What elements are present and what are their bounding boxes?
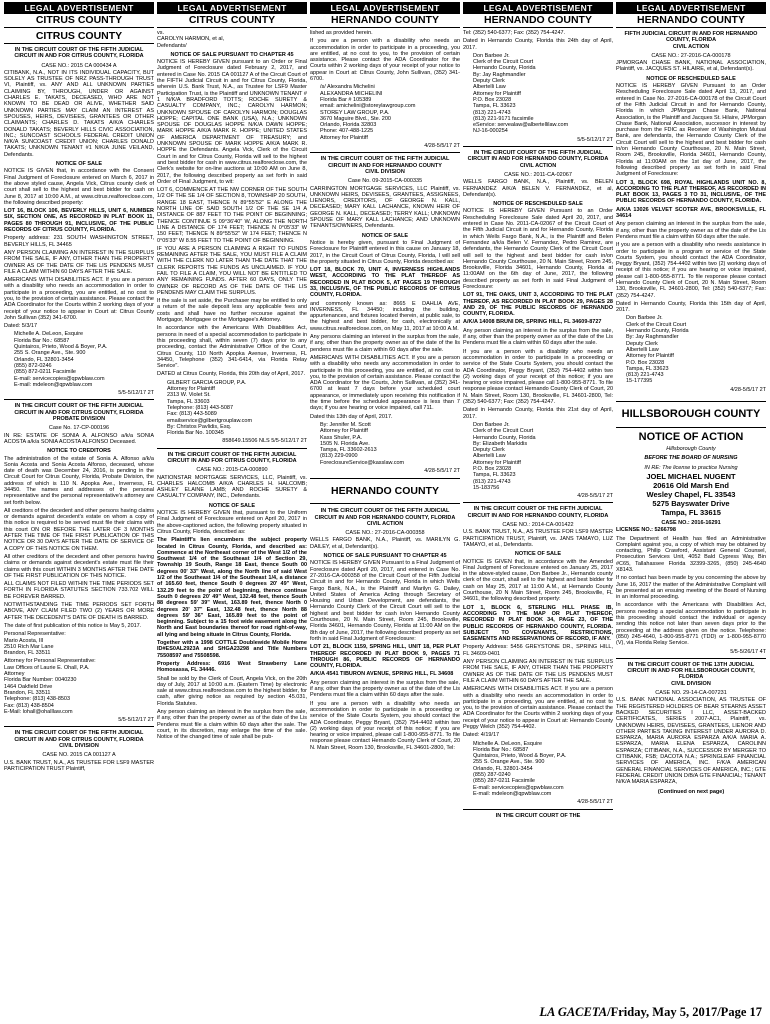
attorney-block: Attorney for Personal Representative: Law Offices of Laurie E. Ohall, P.A. Attorney Florida Bar Number: 0040230 1464 Oakfield Drive Brandon, FL 33511 Telephone: (813) 438-8503 Fax: (813) 438-8504 E-Mail: lohall@ohalllaw.com [4,658,96,715]
set-aside-clause: If the sale is set aside, the Purchaser may be entitled to only a return of the sale deposit less any applicable fees and costs and shall have no further recourse against the Mortgagor, Mortgagee or the Mortgagee's Attorney. [157,298,307,324]
board-heading: BEFORE THE BOARD OF NURSING [644,455,738,462]
dated: Dated: 4/19/17 [463,732,500,739]
property-address: Property Address: 5456 GREYSTONE DR., SPRING HILL, FL 34609-0401 [463,644,613,657]
surplus-clause: IF YOU ARE A PERSON CLAIMING A RIGHT TO FUNDS REMAINING AFTER THE SALE, YOU MUST FILE A CLAIM WITH THE CLERK NO LATER THAN THE DATE THAT THE CLERK REPORTS THE FUNDS AS UNCLAIMED. IF YOU FAIL TO FILE A CLAIM, YOU WILL NOT BE ENTITLED TO ANY REMAINING FUNDS. AFTER 60 DAYS, ONLY THE OWNER OF RECORD AS OF THE DATE OF THE LIS PENDENS MAY CLAIM THE SURPLUS. [157,245,307,296]
case-number: CASE NO.: 2014-CA-001422 [502,522,574,529]
ada-clause: AMERICANS WITH DISABILITIES ACT. If you are a person with a disability who needs an accommodation in order to participate in a proceeding, you are entitled, at no cost to you, to the provision of certain assistance. Please contact the ADA Coordinator for the Courts within 2 working days of your receipt of your notice to appear in Court at: Citrus County John Sullivan (352) 341-6700. [4,277,154,321]
court-heading: IN THE CIRCUIT COURT OF THE FIFTH JUDICIAL CIRCUIT IN AND FOR CITRUS COUNTY, FLORIDA CIVIL DIVISION [14,730,144,749]
ada-clause: AMERICANS WITH DISABILITIES ACT. If you are a person with a disability who needs an accommodation in order to participate in a proceeding, you are entitled, at no cost to you, to the provision of certain assistance. Please contact the ADA Coordinator for the Courts within 2 working days of your receipt of your notice to appear in Court at: Hernando County Peggy Welch (352) 754-4402. [463,686,613,730]
publication-run: 4/28-5/5/17 2T [730,386,766,393]
county-heading: HERNANDO COUNTY [463,14,613,28]
licensee-address: Tampa, FL 33615 [661,507,721,517]
surplus-clause: ANY PERSON CLAIMING AN INTEREST IN THE SURPLUS FROM THE SALE, IF ANY, OTHER THAN THE PROPERTY OWNER AS OF THE DATE OF THE LIS PENDENS MUST FILE A CLAIM WITHIN 60 DAYS AFTER THE SALE. [463,659,613,684]
case-number: CASE NO. 29-14-CA-007231 [655,690,727,697]
legal-description: LOT 3, BLOCK 698, ROYAL HIGHLANDS UNIT NO. 8, ACCORDING TO THE PLAT THEREOF, AS RECORDED IN PLAT BOOK 13, PAGES 3 TO 31, INCLUSIVE, OF THE PUBLIC RECORDS OF HERNANDO COUNTY, FLORIDA. [616,179,766,205]
personal-representative: Personal Representative: Mario Acosta, III 2510 Rich Mar Lane Brandon, FL 33511 [4,631,66,657]
parties: vs. CAROLYN HARMON, et al, Defendants/ [157,30,225,49]
court-heading: IN THE CIRCUIT COURT OF THE FIFTH JUDICIAL CIRCUIT IN AND FOR CITRUS COUNTY, FLORIDA [14,47,144,60]
licensee-address: 5275 Bayswater Drive [652,498,730,508]
notice-title: NOTICE OF SALE [208,502,256,509]
signature-block: /s/ Alexandra Michelini ALEXANDRA MICHELINI Florida Bar # 105389 email: amichelini@storeylawgroup.com STOREY LAW GROUP, P.A. 3670 Maguire Blvd., Ste. 200 Orlando, Florida 32803 Phone: 407-488-1225 Attorney for Plaintiff [320,84,416,141]
signature-block: Don Barbee Jr. Clerk of the Circuit Court Hernando County, Florida By: Jay Raghmandler Deputy Clerk Albertelli Law Attorney for Plaintiff P.O. Box 23028 Tampa, FL 33623 (813) 221-4743 (813) 221-9171 facsimile eService: servealaw@albertellilaw.com NJ-16-000254 [473,52,569,135]
property-address: A/K/A 14008 BRUNI DR, SPRING HILL, FL 34609-8727 [463,319,602,326]
parties: CITIBANK, N.A., NOT IN ITS INDIVIDUAL CAPACITY, BUT SOLELY AS TRUSTEE OF NRZ PASS-THROUGH TRUST VI, Plaintiff, vs. ANY AND ALL UNKNOWN PARTIES CLAIMING BY, THROUGH, UNDER OR AGAINST CHARLES E. TAKATS, DECEASED, WHO ARE NOT KNOWN TO BE DEAD OR ALIVE, WHETHER SAID UNKNOWN PARTIES MAY CLAIM AN INTEREST AS SPOUSES, HEIRS, DEVISEES, GRANTEES OR OTHER CLAIMANTS; CHARLES D. TAKATS A/K/A CHARLES DONALD TAKATS; BEVERLY HILLS CIVIC ASSOCIATION, INC.; SUNCOAST SCHOOLS FEDERAL CREDIT UNION N/K/A SUNCOAST CREDIT UNION; CHARLES DONALD TAKATS; UNKNOWN TENANT #1 N/K/A JUNE VEILAND, Defendants. [4,69,154,158]
ada-clause: If you are a person with a disability who needs an accommodation in order to participate in a proceeding or service of the State Courts System, you should contact the ADA Coordinator, Peggy Bryant, (352) 754-4402 within two (2) working days of your receipt of this notice; if you are hearing or voice impaired, please call 1-800-955-8771. To file response please contact Hernando County Clerk of Court, 20 N. Main Street, Room 130, Brooksville, FL 34601-2800, Tel: (352) 540-6377; Fax: (352) 754-4247. [463,348,613,406]
ada-clause: In accordance with the Americans with Disabilities Act, persons needing a special accommodation to participate in this proceeding should contact the individual or agency sending this notice not later than seven days prior to the proceeding at the address given on the notice. Telephone: (850) 245-4640, 1-800-955-8771 (TDD) or 1-800-955-8770 (V), via Florida Relay Service. [616,602,766,647]
licensee-name: JOEL MICHAEL NUGENT [646,471,736,481]
publication-run: 5/5-5/26/17 4T [730,648,766,655]
parties: U.S. BANK NATIONAL ASSOCIATION, AS TRUSTEE OF THE REGISTERED HOLDERS OF BEAR STEARNS ASSET BACKED SECURITIES I LLC, ASSET-BACKED CERTIFICATES, SERIES 2007-AC1, Plaintiff, vs. UNKNOWN HEIRS, DEVISEES, GRANTEES, LIENOR AND OTHER PARTIES TAKING INTEREST UNDER AURORA D. ESPARZA, MARIA AURORA ESPARZA A/K/A MARIA A. ESPARZA, MARIA ELENA ESPARZA, CAROLINN ESPARZA; CITIBANK, N.A., SUCCESSOR BY MERGER TO CITIBANK, FSB; DACOTA N.A.; SPRINGLEAF FINANCIAL SERVICES OF AMERICA, INC. F/K/A AMERICAN GENERAL FINANCIAL SERVICES OF AMERICA, INC.; GTE FEDERAL CREDIT UNION D/B/A GTE FINANCIAL; TENANT N/K/A MARIA ESPARZA, [616,697,766,786]
licensee-address: Wesley Chapel, FL 33543 [646,489,736,499]
county-heading: CITRUS COUNTY [157,14,307,28]
publication-run: 4/28-5/5/17 2T [424,143,460,150]
notice-title: NOTICE OF RESCHEDULED SALE [646,75,736,82]
notice-title: NOTICE OF ACTION [638,431,744,444]
parties: U.S. BANK TRUST, N.A., AS TRUSTEE FOR LSF9 MASTER PARTICIPATION TRUST Plaintiff, [4,759,154,772]
notice-body: ALL CLAIMS NOT FILED WITHIN THE TIME PERIODS SET FORTH IN FLORIDA STATUTES SECTION 733.702 WILL BE FOREVER BARRED. [4,581,154,600]
court-heading: IN THE CIRCUIT COURT OF THE FIFTH JUDICIAL CIRCUIT IN AND FOR CITRUS COUNTY, FLORIDA PROBATE DIVISION [14,403,144,423]
notice-body: Shall be sold by the Clerk of Court, Angela Vick, on the 20th day of July, 2017 at 10:00 a.m. (Eastern Time) by electronic sale at www.citrus.realforeclose.com to the highest bidder, for cash, after giving notice as required by section 45.031, Florida Statutes. [157,675,307,707]
signature-block: Don Barbee Jr. Clerk of the Circuit Court Hernando County, Florida By: Jay Raghmandler Deputy Clerk Albertelli Law Attorney for Plaintiff P.O. Box 23028 Tampa, FL 33623 (813) 221-4743 15-177395 [626,315,689,385]
county-heading: HERNANDO COUNTY [616,14,766,28]
ada-clause: AMERICANS WITH DISABILITIES ACT. If you are a person with a disability who needs any accommodation in order to participate in this proceeding, you are entitled, at no cost to you, to the provision of certain assistance. Please contact the ADA Coordinator for the Courts, John Sullivan, at (352) 341-6700 at least 7 days before your scheduled court appearance, or immediately upon receiving this notification if the time before the scheduled appearance is less than 7 days; if you are hearing or voice impaired, call 711. [310,354,460,412]
court-heading: IN THE CIRCUIT COURT OF THE FIFTH JUDICIAL CIRCUIT IN AND FOR HERNANDO COUNTY, FLORIDA [467,506,609,519]
continued-note: (Continued on next page) [657,788,725,795]
notice-title: NOTICE OF RESCHEDULED SALE [493,201,583,208]
legal-description: The Plaintiff's lien encumbers the subject property located in Citrus County, Florida, and described as: Commence at the Northeast corner of the West 1/2 of the Southwest 1/4 of the Southeast 1/4 of Section 29, Township 19 South, Range 18 East, thence South 00 degrees 00' 33" West, along the North line of said West 1/2 of the Southeast 1/4 of the Southeast 1/4, a distance of 165.60 feet, thence South 0 degrees 20' 49" West, 132.29 feet to the point of beginning, thence continue South 0 degrees 20' 49" West, 132.48 feet, thence South 88 degrees 59' 39" West, 163.89 feet, thence North 0 degrees 20' 37" East, 132.48 feet, thence North 88 degrees 59' 36" East, 165.89 feet to the point of beginning. Subject to a 15 foot wide easement along the North and East boundaries thereof for road right-of-way, all lying and being situate in Citrus County, Florida. [157,537,307,638]
divider [310,152,460,153]
notice-body: NOTICE IS HEREBY GIVEN that, pursuant to the Uniform Final Judgment of Foreclosure entered on April 20, 2017 in the above-captioned action, the following property situated in Citrus County, Florida, described as: [157,510,307,535]
legal-description: LOT 21, BLOCK 1159, SPRING HILL, UNIT 18, PER PLAT THEREOF RECORDED IN PLAT BOOK 9, PAGES 71 THROUGH 86, PUBLIC RECORDS OF HERNANDO COUNTY, FLORIDA. [310,644,460,670]
legal-ad-header: LEGAL ADVERTISEMENT [616,2,766,14]
divider [463,809,613,810]
legal-ad-header: LEGAL ADVERTISEMENT [463,2,613,14]
notice-body: NOTICE IS HEREBY GIVEN Pursuant to an Order Rescheduling Foreclosure Sale dated April 13, 2017, and entered in Case No. 27-2016-CA-000178 of the Circuit Court of the Fifth Judicial Circuit in and for Hernando County, Florida in which JPMorgan Chase Bank, National Association, is the Plaintiff and Jacques St. Hilaire, JPMorgan Chase Bank, National Association, successor in interest by purchase from the FDIC as Receiver of Washington Mutual Bank, are defendants, the Hernando County Clerk of the Circuit Court will sell to the highest and best bidder for cash in/on Hernando County Courthouse, 20 N. Main Street, Room 245, Brooksville, Florida 34601, Hernando County, Florida at 11:00AM on the 1st day of June, 2017, the following described property as set forth in said Final Judgment of Foreclosure: [616,83,766,178]
publication-run: 5/5-5/12/17 2T [118,390,154,397]
notice-body: NOTWITHSTANDING THE TIME PERIODS SET FORTH ABOVE, ANY CLAIM FILED TWO (2) YEARS OR MORE AFTER THE DECEDENT'S DATE OF DEATH IS BARRED. [4,602,154,621]
county-heading: HILLSBOROUGH COUNTY [616,401,766,421]
notice-subtitle: Hillsborough County [666,446,716,453]
notice-body: NOTICE IS GIVEN that, in accordance with the Amended Final Judgment of Foreclosure entered on January 25, 2017 in the above-styled cause, Don Barbee Jr., Hernando county clerk of the court, shall sell to the highest and best bidder for cash on May 25, 2017 at 11:00 A.M., at Hernando County Courthouse, 20 N Main Street, Room 245, Brooksville, FL 34601, the following described property: [463,558,613,603]
legal-description: Together with a 1998 COTTLE Doublewide Mobile Home ID#ES0AL2923A and SHGA23298 and Title Numbers 75508597 and 75508598. [157,640,307,659]
notice-title: NOTICE OF SALE [55,161,103,168]
notice-body: The Department of Health has filed an Administrative Complaint against you, a copy of which may be obtained by contacting, Philip Crawford, Assistant General Counsel, Prosecution Services Unit, 4052 Bald Cypress Way, Bin #C65, Tallahassee Florida 32399-3265, (850) 245-4640 X8143. [616,535,766,573]
ada-clause: If you are a person with a disability who needs an accommodation in order to participate in a proceeding or service of the State Courts System, you should contact the ADA Coordinator, Peggy Bryant, (352) 754-4402 within two (2) working days of your receipt of this notice; if you are hearing or voice impaired, please call 1-800-955-8771. To file response please contact Hernando County Clerk of Court, 20 N. Main Street, Room 130, Brooksville, FL 34601-2800, Tel: [310,700,460,751]
dated: DATED at Citrus County, Florida, this 20th day of April, 2017. [157,371,306,378]
surplus-clause: Any person claiming an interest in the surplus from the sale, if any, other than the property owner as of the date of the Lis Pendens must file a claim within 60 days after the sale. [463,327,613,347]
parties: NATIONSTAR MORTGAGE SERVICES, LLC, Plaintiff, vs. CHARLES HALCOMB A/K/A CHARLES H. HALCOMB; ASHLEY ELAINE LAMB; AND ROCHE SURETY & CASUALTY COMPANY, INC., Defendants. [157,474,307,500]
notice-subtitle: IN RE: The license to practice Nursing [644,464,738,471]
court-heading: IN THE CIRCUIT COURT OF THE 13TH JUDICIAL CIRCUIT IN AND FOR HILLSBOROUGH COUNTY, FLORIDA CIVIL DIVISION [627,661,755,687]
notice-title: NOTICE OF SALE PURSUANT TO CHAPTER 45 [323,553,447,560]
property-address: A/K/A 4541 TIBURON AVENUE, SPRING HILL, FL 34608 [310,671,454,678]
case-number: CASE NO.: 2015 CA 000434 A [41,62,117,69]
column-5 [616,2,766,998]
signature-block: Michelle A. DeLeon, Esquire Florida Bar No.: 68587 Quintairos, Prieto, Wood & Boyer, P.A. 255 S. Orange Ave., Ste. 900 Orlando, FL 32801-3454 (855) 872-0246 (855) 872-0211 Facsimile E-mail: servicecopies@qpwblaw.com E-mail: mdeleon@qpwblaw.com [14,331,108,388]
parties: IN RE: ESTATE OF SONIA A. ALFONSO a/k/a SONIA ACOSTA a/k/a SONIA ACOSTA ALFONSO Deceased. [4,432,154,445]
column-4 [463,2,613,998]
court-heading: FIFTH JUDICIAL CIRCUIT IN AND FOR HERNANDO COUNTY, FLORIDA CIVIL ACTION [624,31,758,50]
signature-block: By: Jennifer M. Scott Attorney for Plaintiff Kass Shuler, P.A. 1505 N. Florida Ave. Tampa, FL 33602-2613 (813) 229-0900 ForeclosureService@kasslaw.com [320,421,405,466]
divider [616,658,766,659]
surplus-clause: Any persons claiming an interest in the surplus from the sale, if any, other than the property owner as of the date of the lis pendens must file a claim within 60 days after the sale. [310,334,460,353]
ada-clause: In accordance with the Americans With Disabilities Act, persons in need of a special accommodation to participate in this proceeding shall, within seven (7) days prior to any proceeding, contact the Administrative Office of the Court, Citrus County, 110 North Apopka Avenue, Inverness, FL 34450, Telephone (352) 341-6414, via Florida Relay Service". [157,325,307,370]
notice-body: NOTICE IS HEREBY GIVEN pursuant to an Order or Final Judgment of Foreclosure dated February 2, 2017, and entered in Case No. 2015 CA 001127 A of the Circuit Court of the FIFTH Judicial Circuit in and for Citrus County, Florida, wherein U.S. Bank Trust, N.A., as Trustee for LSF9 Master Participation Trust, is the Plaintiff and UNKNOWN TENANT # 1 N/K/A BRADFORD TOTTS; ROCHE SURETY & CASUALTY COMPANY, INC.; CAROLYN HARMON; UNKNOWN SPOUSE OF CAROLYN HARMON; DOUGLAS HOPPE; CAPITAL ONE BANK (USA), N.A.; UNKNOWN SPOUSE OF DOUGLAS HOPPE N/K/A DAWN HOPPE; MARK HOPPE A/K/A MARK R. HOPPE; UNITED STATES OF AMERICA DEPARTMENT OF TREASURY; and UNKNOWN SPOUSE OF MARK HOPPE A/K/A MARK R. HOPPE the Defendants. Angela Vick, Clerk of the Circuit Court in and for Citrus County, Florida will sell to the highest and best bidder for cash in www.citrus.realforeclose.com, the Clerk's website for on-line auctions at 10:00 AM on June 8, 2017, the following described property as set forth in said Order of Final Judgment, to wit: [157,59,307,185]
divider [4,399,154,400]
county-heading: HERNANDO COUNTY [310,478,460,504]
dated: Dated this 13th day of April, 2017. [310,413,393,420]
divider [4,726,154,727]
notice-title: NOTICE TO CREDITORS [47,448,111,455]
divider [616,427,766,428]
notice-body: lished as provided herein. [310,30,373,36]
case-number: CASE NO.: 27-2016-CA-000358 [345,530,425,537]
case-number: Case No. 17-CP-000196 [48,425,110,432]
publication-name: LA GACETA [539,1005,608,1019]
case-number: CASE NO. 2015 CA 001127 A [42,752,116,759]
signature-block: Michelle A. DeLeon, Esquire Florida Bar No.: 68587 Quintairos, Prieto, Wood & Boyer, P.A. 255 S. Orange Ave., Ste. 900 Orlando, FL 32801-3454 (855) 287-0240 (855) 287-0211 Facsimile E-mail: servicecopies@qpwblaw.com E-mail: mdeleon@qpwblaw.com [473,740,567,797]
parties: WELLS FARGO BANK, N.A., Plaintiff, vs. BELEN FERNANDEZ A/K/A BELEN V. FERNANDEZ, et al, Defendant(s). [463,179,613,198]
issue-date-page: /Friday, May 5, 2017/Page 17 [607,1005,762,1019]
surplus-clause: ANY PERSON CLAIMING AN INTEREST IN THE SURPLUS FROM THE SALE, IF ANY, OTHER THAN THE PROPERTY OWNER AS OF THE DATE OF THE LIS PENDENS MUST FILE A CLAIM WITHIN 60 DAYS AFTER THE SALE. [4,249,154,275]
property-address: and commonly known as: 8665 E DAHLIA AVE, INVERNESS, FL 34450; including the building, appurtenances, and fixtures located therein, at public sale, to the highest and best bidder, for cash, electronically at www.citrus.realforeclose.com, on May 11, 2017 at 10:00 A.M. [310,300,460,332]
court-heading: IN THE CIRCUIT COURT OF THE FIFTH JUDICIAL CIRCUIT IN AND FOR HERNANDO COUNTY CIVIL DIVISION [320,156,450,175]
county-heading: CITRUS COUNTY [4,30,154,44]
surplus-clause: Any person claiming an interest in the surplus from the sale, if any, other than the property owner as of the date of the Lis Pendens must file a claim within 60 days after the sale. [310,679,460,699]
case-number: CASE NO.: 2015-CA-000890 [196,467,268,474]
legal-ad-header: LEGAL ADVERTISEMENT [4,2,154,14]
court-heading: IN THE CIRCUIT COURT OF THE [495,812,581,819]
county-heading: CITRUS COUNTY [4,14,154,28]
property-address: A/K/A 13026 VELVET SCOTER AVE, BROOKSVILLE, FL 34614 [616,206,766,220]
columns [4,2,766,998]
parties: U.S. BANK TRUST, N.A., AS TRUSTEE FOR LSF9 MASTER PARTICIPATION TRUST, Plaintiff, vs. JANS TAMAYO, LUZ TAMAYO, et al., Defendants. [463,529,613,548]
publication-run: 4/28-5/5/17 2T [424,468,460,474]
notice-body: The date of first publication of this notice is May 5, 2017. [4,622,142,629]
legal-description: LOT 16, BLOCK 106, BEVERLY HILLS, UNIT 6, NUMBER SIX, SECTION ONE, AS RECORDED IN PLAT BOOK 11, PAGES 80 THROUGH 91, INCLUSIVE, OF THE PUBLIC RECORDS OF CITRUS COUNTY, FLORIDA. [4,208,154,234]
legal-description: LOT 91, THE OAKS, UNIT 3, ACCORDING TO THE PLAT THEREOF, AS RECORDED IN PLAT BOOK 29, PAGES 28 AND 29, OF THE PUBLIC RECORDS OF HERNANDO COUNTY, FLORIDA. [463,292,613,318]
notice-body: NOTICE IS HEREBY GIVEN Pursuant to an Order Rescheduling Foreclosure Sale dated April 20, 2017, and entered in Case No. 2011-CA-02067 of the Circuit Court of the Fifth Judicial Circuit in and for Hernando County, Florida in which Wells Fargo Bank, N.A., is the Plaintiff and Belen Fernandez a/k/a Belen V. Fernandez, Pedro Ramirez, are defendants, the Hernando County Clerk of the Circuit Court will sell to the highest and best bidder for cash in/on Hernando County Courthouse, 20 N. Main Street, Room 245, Brooksville, Florida 34601, Hernando County, Florida at 11:00AM on the 6th day of June, 2017, the following described property as set forth in said Final Judgment of Foreclosure: [463,208,613,290]
court-heading: IN THE CIRCUIT COURT OF THE FIFTH JUDICIAL CIRCUIT IN AND FOR CITRUS COUNTY, FLORIDA [167,451,297,464]
county-heading: HERNANDO COUNTY [310,14,460,28]
column-3 [310,2,460,998]
case-number: Case No. 09-2015-CA-000335 [347,178,423,185]
page-footer [539,1005,762,1020]
notice-body: NOTICE IS HEREBY GIVEN Pursuant to a Final Judgment of Foreclosure dated April 20, 2017, and entered in Case No. 27-2016-CA-000358 of the Circuit Court of the Fifth Judicial Circuit in and for Hernando County, Florida in which Wells Fargo Bank, N.A., is the Plaintiff and Marilyn G. Dailey, United States of America Acting through Secretary of Housing and Urban Development, are defendants, the Hernando County Clerk of the Circuit Court will sell to the highest and best bidder for cash in/on Hernando County Courthouse, 20 N. Main Street, Room 245, Brooksville, Florida 34601, Hernando County, Florida at 11:00 AM on the 8th day of June, 2017, the following described property as set forth in said Final Judgment of Foreclosure: [310,560,460,642]
property-address: Property address: 231 SOUTH WASHINGTON STREET, BEVERLY HILLS, FL 34465 [4,235,154,248]
case-number: CASE NO.: 2011-CA-02067 [504,171,572,178]
notice-title: NOTICE OF SALE [514,551,562,558]
column-2 [157,2,307,998]
publication-run: 4/28-5/5/17 2T [577,493,613,500]
parties: JPMORGAN CHASE BANK, NATIONAL ASSOCIATION, Plaintiff, vs. JACQUES ST. HILAIRE, et al, Defendant(s). [616,60,766,73]
dated: Dated in Hernando County, Florida this 21st day of April, 2017. [463,407,613,420]
dated: Dated in Hernando County, Florida this 24th day of April, 2017. [463,38,613,51]
legal-description: LOT 1, BLOCK 6, STERLING HILL PHASE IB, ACCORDING TO THE MAP OR PLAT THEREOF, RECORDED IN PLAT BOOK 34, PAGE 23, OF THE PUBLIC RECORDS OF HERNANDO COUNTY, FLORIDA. SUBJECT TO COVENANTS, RESTRICTIONS, EASEMENTS AND RESERVATIONS OF RECORD, IF ANY. [463,604,613,643]
publication-run: 4/28-5/5/17 2T [577,799,613,806]
ada-clause: If you are a person with a disability who needs assistance in order to participate in a program or service of the State Courts System, you should contact the ADA Coordinator, Peggy Bryant, (352) 754-4402 within two (2) working days of receipt of this notice; if you are hearing or voice impaired, please call 1-800-955-8771. To file response please contact Hernando County Clerk of Court, 20 N. Main Street, Room 130, Brooksville, FL 34601-2800, Tel: (352) 540-6377; Fax: (352) 754-4247. [616,242,766,299]
publication-run: 5/5-5/12/17 2T [118,717,154,724]
notice-body: NOTICE IS GIVEN that, in accordance with the Consent Final Judgment of Foreclosure entered on March 6, 2017 in the above styled cause, Angela Vick, Citrus county clerk of court shall sell to the highest and best bidder for cash on June 8, 2017 at 10:00 A.M., at www.citrus.realforeclose.com, the following described property: [4,168,154,206]
legal-description: LOT 6, COMMENCE AT THE NW CORNER OF THE SOUTH 1/2 OF THE SE 1/4 OF SECTION 8, TOWNSHIP 20 SOUTH, RANGE 18 EAST, THENCE N 89°55'52" E ALONG THE NORTH LINE OF SAID SOUTH 1/2 OF THE SE 1/4 A DISTANCE OF 887 FEET TO THE POINT OF BEGINNING; THENCE CONTINUE S 09°36'40" W, ALONG THE NORTH LINE A DISTANCE OF 174 FEET; THENCE N 0°05'33" W 150 FEET; THENCE N 89°55'52" W 174 FEET; THENCE N 0°05'33" W 8.55 FEET TO THE POINT OF BEGINNING. [157,187,307,244]
divider [463,502,613,503]
notice-body: All other creditors of the decedent and other persons having claims or demands against decedent's estate must file their claims with this court WITHIN 3 MONTHS AFTER THE DATE OF THE FIRST PUBLICATION OF THIS NOTICE. [4,553,154,579]
legal-ad-header: LEGAL ADVERTISEMENT [157,2,307,14]
publication-run: 858649.15506 NLS 5/5-5/12/17 2T [222,438,307,445]
signature-block: GILBERT GARCIA GROUP, P.A. Attorney for Plaintiff 2313 W. Violet St. Tampa, FL 33603 Telephone: (813) 443-5087 Fax: (813) 443-5089 emailservice@gilbertgrouplaw.com By: Christos Pavlidis, Esq. Florida Bar No. 100345 [167,379,253,437]
legal-ad-header: LEGAL ADVERTISEMENT [310,2,460,14]
property-address: Property Address: 6916 West Strawberry Lane Homosassa, FL 34446. [157,660,307,674]
licensee-address: 20616 Old Marsh End [653,480,729,490]
surplus-clause: Any person claiming an interest in the surplus from the sale, if any, other than the property owner as of the date of the Lis Pendens must file a claim within 60 days after the sale. [616,221,766,240]
notice-title: NOTICE OF SALE PURSUANT TO CHAPTER 45 [170,51,294,58]
ada-clause: If you are a person with a disability who needs an accommodation in order to participate in a proceeding, you are entitled, at no cost to you, to the provision of certain assistance. Please contact the ADA Coordinator for the Courts within 2 working days of your receipt of your notice to appear in Court at: Citrus County, John Sullivan, (352) 341-6700. [310,38,460,83]
case-number: CASE NO.: 2016-16291 [661,519,721,526]
signature-block: Don Barbee Jr. Clerk of the Circuit Court Hernando County, Florida By: Elizabeth Markidis Deputy Clerk Albertelli Law Attorney for Plaintiff P.O. Box 23028 Tampa, FL 33623 (813) 221-4743 15-183756 [473,421,536,491]
court-heading: IN THE CIRCUIT COURT OF THE FIFTH JUDICIAL CIRCUIT IN AND FOR HERNANDO COUNTY, FLORIDA CIVIL ACTION [314,508,456,527]
dated: Dated in Hernando County, Florida this 15th day of April, 2017. [616,300,766,314]
dated: Dated: 5/3/17 [4,323,38,330]
divider [157,448,307,449]
notice-body: The administration of the estate of Sonia A. Alfonso a/k/a Sonia Acosta and Sonia Acosta Alfonso, deceased, whose date of death was December 24, 2016, is pending in the Circuit Court for Citrus County, Florida, Probate Division, the address of which is 110 N. Apopka Ave., Inverness, FL 34450. The names and addresses of the personal representative and the personal representative's attorney are set forth below. [4,455,154,506]
notice-body: If no contact has been made by you concerning the above by June 16, 2017 the matter of the Administrative Complaint will be presented at an ensuing meeting of the Board of Nursing in an informal proceeding. [616,575,766,601]
notice-title: NOTICE OF SALE [361,232,409,239]
case-number: CASE NO.: 27-2016-CA-000178 [651,52,731,59]
legal-description: LOT 18, BLOCK 70, UNIT 4, INVERNESS HIGHLANDS WEST, ACCORDING TO THE PLAT THEREOF AS RECORDED IN PLAT BOOK 5, AT PAGES 19 THROUGH 33, INCLUSIVE, OF THE PUBLIC RECORDS OF CITRUS COUNTY, FLORIDA. [310,267,460,299]
parties: CARRINGTON MORTGAGE SERVICES, LLC Plaintiff, vs. UNKNOWN HEIRS, DEVISEES, GRANTEES, ASSIGNEES, LIENORS, CREDITORS, OF GEORGE N. KALL, DECEASED; MARY KALL LACHANCE, KNOWN HEIR OF GEORGE N. KALL, DECEASED; TERRY KALL; UNKNOWN SPOUSE OF MARY KALL LACHANCE; AND UNKNOWN TENANTS/OWNERS, Defendants. [310,185,460,230]
court-heading: IN THE CIRCUIT COURT OF THE FIFTH JUDICIAL CIRCUIT IN AND FOR HERNANDO COUNTY, FLORIDA CIVIL ACTION [467,150,609,169]
surplus-clause: Any person claiming an interest in the surplus from the sale, if any, other than the property owner as of the date of the Lis Pendens must file a claim within 60 days after the sale. The court, in its discretion, may enlarge the time of the sale. Notice of the changed time of sale shall be pub- [157,708,307,741]
column-1 [4,2,154,998]
divider [463,146,613,147]
notice-body: Tel: (352) 540-6377; Fax: (352) 754-4247. [463,30,566,36]
publication-run: 5/5-5/12/17 2T [577,136,613,143]
notice-body: All creditors of the decedent and other persons having claims or demands against decedent's estate on whom a copy of this notice is required to be served must file their claims with this court ON OR BEFORE THE LATER OF 3 MONTHS AFTER THE TIME OF THE FIRST PUBLICATION OF THIS NOTICE OR 30 DAYS AFTER THE DATE OF SERVICE OF A COPY OF THIS NOTICE ON THEM. [4,507,154,552]
notice-body: Notice is hereby given, pursuant to Final Judgment of Foreclosure for Plaintiff entered in this cause on January 18, 2017, in the Circuit Court of Citrus County, Florida, I will sell the property situated in Citrus County, Florida described as: [310,239,460,265]
parties: WELLS FARGO BANK, N.A., Plaintiff, vs. MARILYN G. DAILEY, et al, Defendant(s). [310,537,460,550]
license-number: LICENSE NO.: 5266798 [616,527,676,534]
